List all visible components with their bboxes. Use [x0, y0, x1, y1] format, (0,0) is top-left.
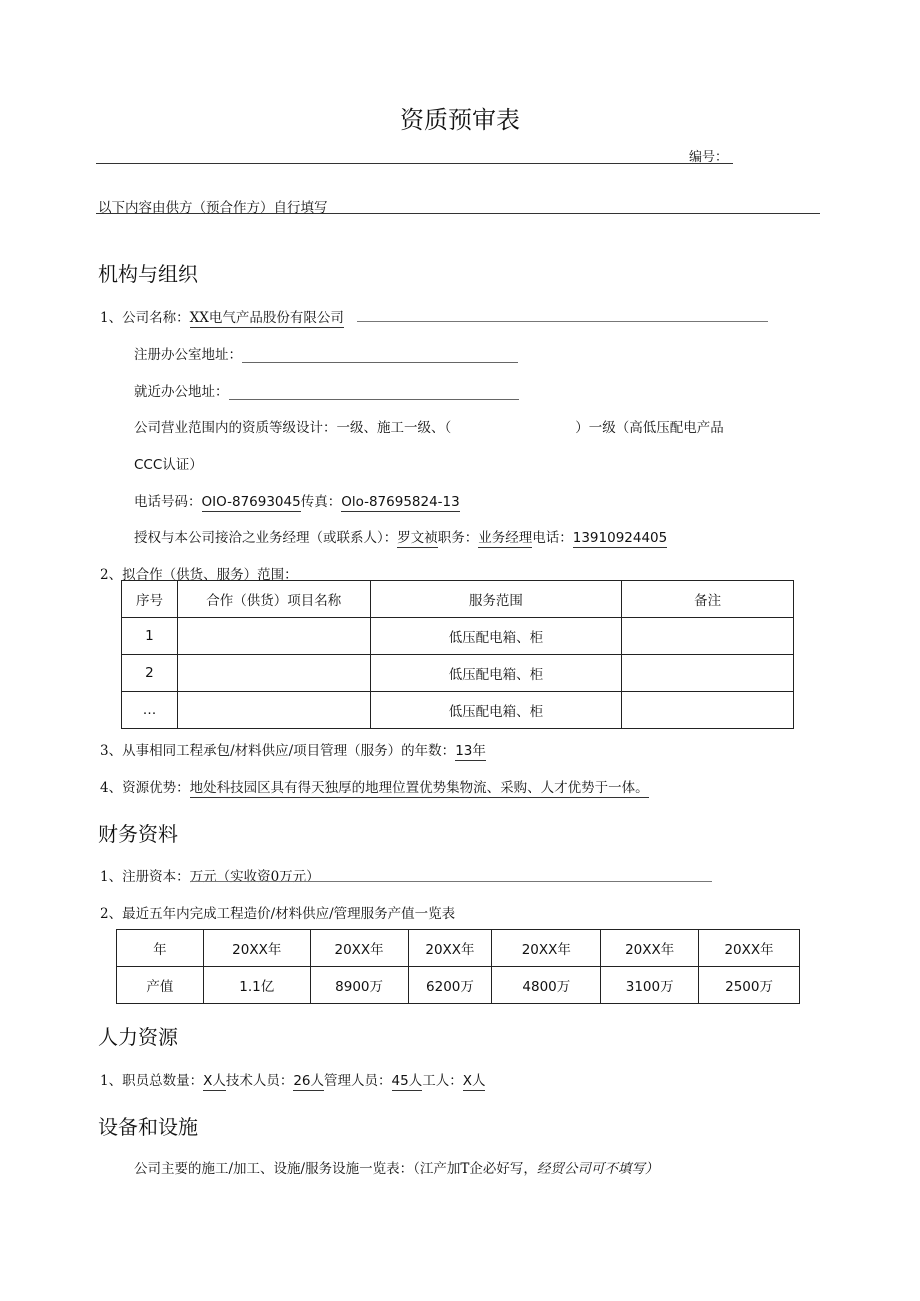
scope-cell-service[interactable]: 低压配电箱、柜 — [370, 618, 622, 655]
staff-value[interactable]: X人 — [203, 1073, 226, 1089]
page-title: 资质预审表 — [400, 106, 520, 134]
table-row — [122, 655, 794, 692]
years-label: 3、从事相同工程承包/材料供应/项目管理（服务）的年数： — [100, 743, 456, 759]
output-cell: 产值 — [117, 967, 204, 1004]
output-cell[interactable]: 2500万 — [699, 967, 800, 1004]
mgmt-label: 管理人员： — [324, 1073, 392, 1089]
output-header-cell: 20XX年 — [699, 930, 800, 967]
equip-row — [134, 1157, 658, 1177]
advantage-label: 4、资源优势： — [100, 780, 190, 796]
worker-label: 工人： — [422, 1073, 463, 1089]
section-finance-heading: 财务资料 — [98, 822, 178, 846]
scope-cell-remark[interactable] — [622, 655, 794, 692]
output-header-cell: 20XX年 — [408, 930, 492, 967]
scope-table-header — [122, 581, 794, 618]
fax-label: 传真： — [300, 494, 342, 510]
table-row — [117, 967, 800, 1004]
scope-header-cell: 备注 — [622, 581, 794, 618]
scope-label: 2、拟合作（供货、服务）范围： — [100, 567, 298, 583]
tech-value[interactable]: 26人 — [293, 1073, 325, 1089]
contact-label: 授权与本公司接洽之业务经理（或联系人）： — [134, 530, 398, 546]
header-divider — [96, 163, 733, 164]
scope-header-cell: 序号 — [122, 581, 178, 618]
near-office-label: 就近办公地址： — [134, 384, 229, 400]
output-header-cell: 20XX年 — [310, 930, 408, 967]
scope-table — [121, 580, 794, 729]
scope-cell-service[interactable]: 低压配电箱、柜 — [370, 655, 622, 692]
contact-phone-label: 电话： — [532, 530, 573, 546]
capital-blank — [190, 881, 712, 882]
scope-cell-index: 1 — [122, 618, 178, 655]
output-header-cell: 20XX年 — [492, 930, 601, 967]
capital-label: 1、注册资本： — [100, 869, 190, 885]
years-row — [100, 739, 486, 759]
capital-value[interactable]: 万元（实收资0万元） — [189, 869, 320, 885]
advantage-row — [100, 776, 649, 796]
contact-row — [134, 526, 667, 546]
tech-label: 技术人员： — [225, 1073, 294, 1089]
qualification-row — [134, 416, 724, 436]
output-label: 2、最近五年内完成工程造价/材料供应/管理服务产值一览表 — [100, 906, 456, 922]
reg-office-field[interactable] — [242, 348, 518, 363]
position-label: 职务： — [437, 530, 479, 546]
scope-cell-index: … — [122, 692, 178, 729]
scope-header-cell: 合作（供货）项目名称 — [177, 581, 370, 618]
phone-value[interactable]: OIO-87693045 — [201, 494, 301, 510]
output-cell[interactable]: 8900万 — [310, 967, 408, 1004]
company-name-label: 1、公司名称： — [100, 310, 190, 326]
contact-phone-value[interactable]: 13910924405 — [572, 530, 668, 546]
scope-header-cell: 服务范围 — [370, 581, 622, 618]
reg-office-row — [134, 343, 518, 363]
scope-cell-item[interactable] — [177, 618, 370, 655]
capital-row — [100, 865, 320, 885]
scope-cell-remark[interactable] — [622, 692, 794, 729]
intro-text: 以下内容由供方（预合作方）自行填写 — [98, 200, 328, 216]
qualification-text-a: 公司营业范围内的资质等级设计：一级、施工一级、（ — [134, 420, 452, 436]
company-name-value[interactable]: XX电气产品股份有限公司 — [189, 310, 344, 326]
equip-text-a: 公司主要的施工/加工、设施/服务设施一览表：（江产加T企必好写， — [134, 1161, 537, 1177]
section-org-heading: 机构与组织 — [98, 262, 198, 286]
scope-cell-index: 2 — [122, 655, 178, 692]
qualification-text-b: ）一级（高低压配电产品 — [575, 420, 724, 436]
phone-row — [134, 490, 460, 510]
table-row — [122, 618, 794, 655]
output-table — [116, 929, 800, 1004]
staff-row — [100, 1069, 485, 1089]
scope-cell-service[interactable]: 低压配电箱、柜 — [370, 692, 622, 729]
section-hr-heading: 人力资源 — [98, 1025, 178, 1049]
phone-label: 电话号码： — [134, 494, 202, 510]
output-table-header — [117, 930, 800, 967]
advantage-value[interactable]: 地处科技园区具有得天独厚的地理位置优势集物流、采购、人才优势于一体。 — [189, 780, 649, 796]
position-value[interactable]: 业务经理 — [478, 530, 533, 546]
output-header-cell: 年 — [117, 930, 204, 967]
company-name-blank[interactable] — [357, 321, 768, 322]
company-name-row — [100, 306, 344, 326]
table-row — [122, 692, 794, 729]
reg-office-label: 注册办公室地址： — [134, 347, 242, 363]
fax-value[interactable]: Olo-87695824-13 — [341, 494, 460, 510]
scope-cell-remark[interactable] — [622, 618, 794, 655]
output-cell[interactable]: 4800万 — [492, 967, 601, 1004]
scope-cell-item[interactable] — [177, 692, 370, 729]
staff-label: 1、职员总数量： — [100, 1073, 204, 1089]
qualification-text-c: CCC认证） — [134, 457, 203, 473]
scope-cell-item[interactable] — [177, 655, 370, 692]
output-header-cell: 20XX年 — [601, 930, 699, 967]
years-value[interactable]: 13年 — [455, 743, 486, 759]
intro-divider — [96, 213, 820, 214]
output-cell[interactable]: 6200万 — [408, 967, 492, 1004]
output-header-cell: 20XX年 — [203, 930, 310, 967]
worker-value[interactable]: X人 — [462, 1073, 486, 1089]
serial-label: 编号： — [689, 150, 729, 165]
section-equip-heading: 设备和设施 — [98, 1115, 198, 1139]
equip-text-b: 经贸公司可不填写） — [536, 1161, 659, 1177]
near-office-row — [134, 380, 519, 400]
output-cell[interactable]: 3100万 — [601, 967, 699, 1004]
contact-name[interactable]: 罗文祯 — [397, 530, 438, 546]
output-cell[interactable]: 1.1亿 — [203, 967, 310, 1004]
mgmt-value[interactable]: 45人 — [391, 1073, 423, 1089]
near-office-field[interactable] — [229, 385, 519, 400]
